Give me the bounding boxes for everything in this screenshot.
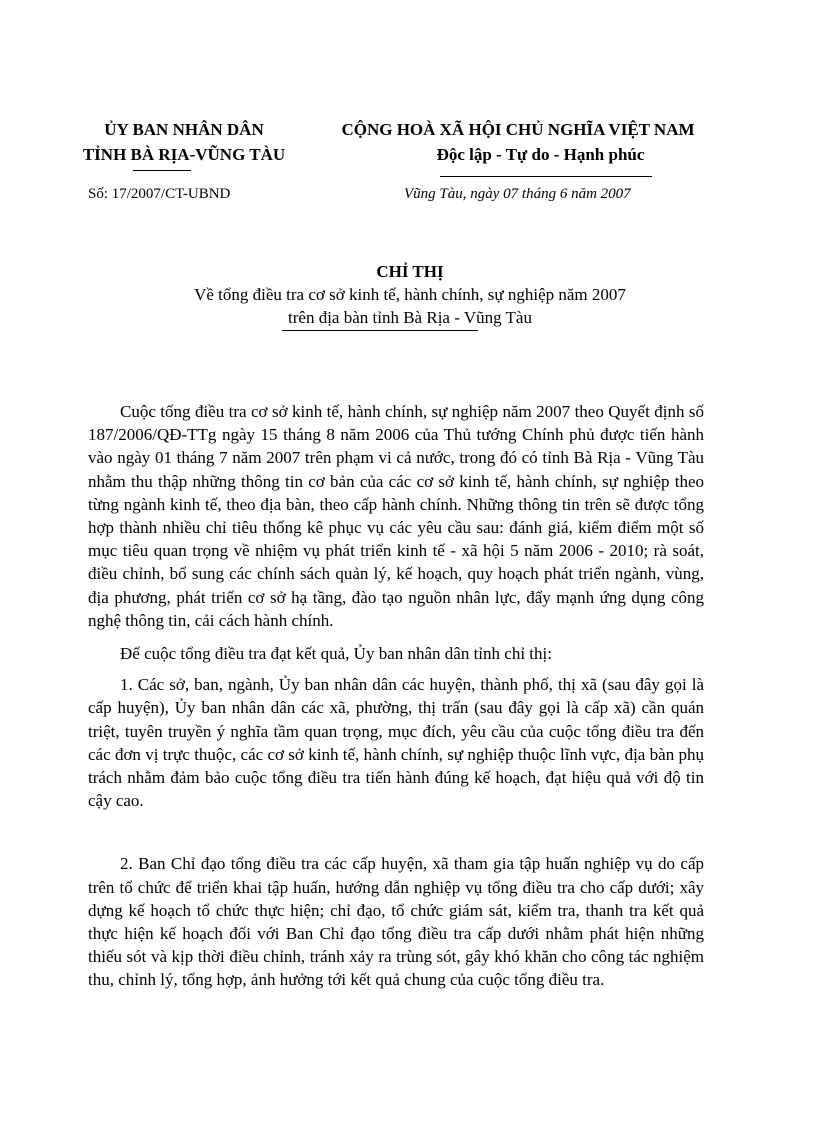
document-body — [88, 400, 704, 1000]
document-number: Số: 17/2007/CT-UBND — [88, 186, 231, 202]
document-type: CHỈ THỊ — [376, 262, 444, 281]
body-paragraph: 1. Các sở, ban, ngành, Ủy ban nhân dân các huyện, thành phố, thị xã (sau đây gọi là cấp huyện), Ủy ban nhân dân các xã, phường, thị trấn (sau đây gọi là cấp xã) cần quán triệt, tuyên truyền ý nghĩa tầm quan trọng, mục đích, yêu cầu của cuộc tổng điều tra đến các đơn vị trực thuộc, các cơ sở kinh tế, hành chính, sự nghiệp thuộc lĩnh vực, địa bàn phụ trách nhằm đảm bảo cuộc tổng điều tra tiến hành đúng kế hoạch, đạt hiệu quả với độ tin cậy cao. — [88, 675, 704, 811]
title-underline — [282, 330, 478, 331]
issuing-authority — [60, 117, 308, 167]
country-name: CỘNG HOÀ XÃ HỘI CHỦ NGHĨA VIỆT NAM — [341, 120, 695, 139]
place-and-date: Vũng Tàu, ngày 07 tháng 6 năm 2007 — [404, 186, 631, 202]
body-paragraph: Cuộc tổng điều tra cơ sở kinh tế, hành chính, sự nghiệp năm 2007 theo Quyết định số 187/2006/QĐ-TTg ngày 15 tháng 8 năm 2006 của Thủ tướng Chính phủ được tiến hành vào ngày 01 tháng 7 năm 2007 trên phạm vi cả nước, trong đó có tỉnh Bà Rịa - Vũng Tàu nhằm thu thập những thông tin cơ bản của các cơ sở kinh tế, hành chính, sự nghiệp theo từng ngành kinh tế, theo địa bàn, theo cấp hành chính. Những thông tin trên sẽ được tổng hợp thành nhiều chỉ tiêu thống kê phục vụ các yêu cầu sau: đánh giá, kiểm điểm một số mục tiêu quan trọng về nhiệm vụ phát triển kinh tế - xã hội 5 năm 2006 - 2010; rà soát, điều chỉnh, bổ sung các chính sách quản lý, kế hoạch, quy hoạch phát triển ngành, vùng, địa phương, phát triển cơ sở hạ tầng, đào tạo nguồn nhân lực, đẩy mạnh ứng dụng công nghệ thông tin, cải cách hành chính. — [88, 402, 704, 630]
document-title — [160, 260, 660, 329]
motto: Độc lập - Tự do - Hạnh phúc — [436, 145, 645, 164]
authority-line-2: TỈNH BÀ RỊA-VŨNG TÀU — [82, 145, 286, 164]
subject-line-1: Về tổng điều tra cơ sở kinh tế, hành chính, sự nghiệp năm 2007 — [194, 285, 626, 304]
national-motto — [312, 117, 724, 167]
body-paragraph: Để cuộc tổng điều tra đạt kết quả, Ủy ban nhân dân tỉnh chỉ thị: — [120, 644, 552, 664]
authority-underline — [133, 170, 191, 171]
motto-underline — [440, 176, 652, 177]
body-paragraph: 2. Ban Chỉ đạo tổng điều tra các cấp huyện, xã tham gia tập huấn nghiệp vụ do cấp trên tổ chức để triển khai tập huấn, hướng dẫn nghiệp vụ tổng điều tra cho cấp dưới; xây dựng kế hoạch tổ chức thực hiện; chỉ đạo, tổ chức giám sát, kiểm tra, thanh tra kết quả thực hiện kế hoạch đối với Ban Chỉ đạo tổng điều tra cấp dưới nhằm phát hiện những thiếu sót và kịp thời điều chỉnh, tránh xảy ra trùng sót, gây khó khăn cho công tác nghiệm thu, chỉnh lý, tổng hợp, ảnh hưởng tới kết quả chung của cuộc tổng điều tra. — [88, 854, 704, 990]
subject-line-2: trên địa bàn tỉnh Bà Rịa - Vũng Tàu — [288, 308, 532, 327]
authority-line-1: ỦY BAN NHÂN DÂN — [104, 120, 264, 139]
